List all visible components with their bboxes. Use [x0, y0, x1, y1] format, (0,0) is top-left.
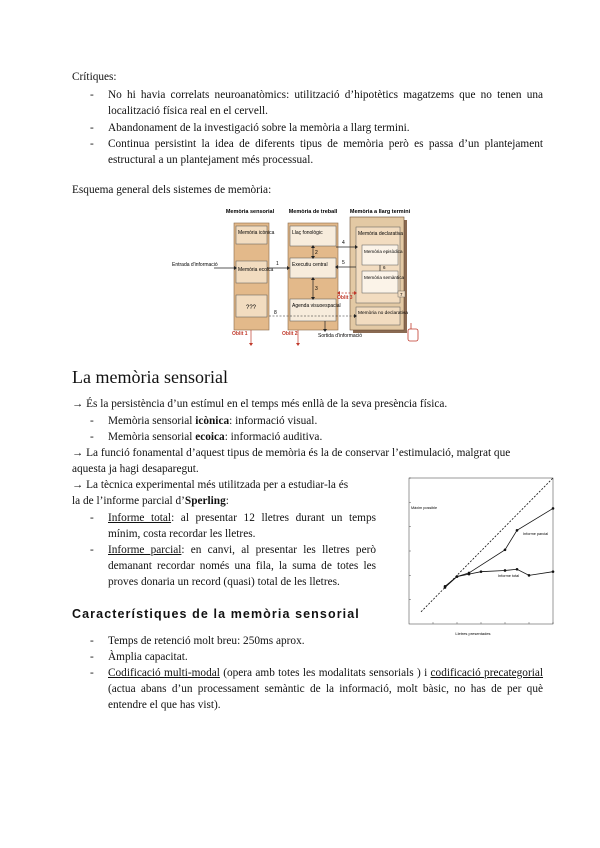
- series-line-0: [421, 478, 553, 612]
- oblit1-label: Oblit 1: [232, 331, 248, 337]
- box-ecoica-label: Memòria ecoica: [238, 267, 274, 273]
- num-5: 5: [342, 260, 345, 266]
- oblit2-label: Oblit 2: [282, 331, 298, 337]
- sperling-chart: [393, 472, 558, 637]
- box-iconica-label: Memòria icònica: [238, 230, 275, 236]
- col1-title: Memòria sensorial: [225, 209, 275, 215]
- data-point: [504, 548, 507, 551]
- data-point: [516, 568, 519, 571]
- critiques-title: Crítiques:: [72, 71, 117, 83]
- bullet-iconica: Memòria sensorial icònica: informació visual.: [108, 415, 318, 427]
- char-retencio: Temps de retenció molt breu: 250ms aprox.: [108, 635, 305, 647]
- sortida-label: Sortida d'informació: [318, 333, 363, 339]
- box-agenda-label: Agenda visuoespacial: [292, 303, 341, 309]
- num-8: 8: [274, 310, 277, 316]
- box-llac: [290, 226, 336, 246]
- section-title-caracteristiques: Característiques de la memòria sensorial: [72, 607, 360, 621]
- data-point: [552, 507, 555, 510]
- num-1: 1: [276, 261, 279, 267]
- data-point: [456, 575, 459, 578]
- bullet-dash: -: [90, 138, 94, 150]
- entrada-label: Entrada d'informació: [172, 262, 218, 268]
- box-llac-label: Llaç fonològic: [292, 230, 323, 236]
- bullet-dash: -: [90, 651, 94, 663]
- num-7: 7: [400, 292, 403, 297]
- data-point: [444, 585, 447, 588]
- box-semantica-label: Memòria semàntica: [364, 275, 405, 280]
- data-point: [528, 574, 531, 577]
- bullet-dash: -: [90, 89, 94, 101]
- box-nodeclarativa: [356, 307, 400, 325]
- box-unknown-label: ???: [245, 305, 257, 311]
- technique-line-2: la de l’informe parcial d’Sperling:: [72, 495, 229, 507]
- legend-parcial: Informe parcial: [523, 532, 549, 536]
- esquema-label: Esquema general dels sistemes de memòria:: [72, 184, 272, 196]
- legend-total: Informe total: [498, 574, 520, 578]
- num-6: 6: [383, 265, 386, 270]
- bullet-dash: -: [90, 635, 94, 647]
- function-line-1: → La funció fonamental d’aquest tipus de memòria és la de conservar l’estimulació, malgrat que: [72, 447, 511, 459]
- box-executiu-label: Executiu central: [292, 262, 328, 268]
- critique-item-1: No hi havia correlats neuroanatòmics: utilització d’hipotètics magatzems que no tenen una localització física real en el cervell.: [108, 89, 543, 117]
- bullet-dash: -: [90, 544, 94, 556]
- section-title-memoria-sensorial: La memòria sensorial: [72, 367, 228, 387]
- bullet-dash: -: [90, 415, 94, 427]
- data-point: [480, 570, 483, 573]
- data-point: [516, 529, 519, 532]
- bullet-dash: -: [90, 512, 94, 524]
- box-episodica-label: Memòria episòdica: [364, 249, 403, 254]
- box-declarativa-label: Memòria declarativa: [358, 231, 404, 237]
- num-3: 3: [315, 286, 318, 292]
- function-line-2: aquesta ja hagi desaparegut.: [72, 463, 199, 475]
- bullet-ecoica: Memòria sensorial ecoica: informació auditiva.: [108, 431, 323, 443]
- col2-title: Memòria de treball: [288, 209, 338, 215]
- bullet-dash: -: [90, 431, 94, 443]
- bullet-dash: -: [90, 667, 94, 679]
- bullet-informe-parcial: Informe parcial: en canvi, al presentar les lletres però demanant recordar només una fila, la suma de totes les proves donaria un record (quasi) total de les lletres.: [108, 544, 376, 588]
- box-nodeclarativa-label: Memòria no declarativa: [358, 311, 408, 316]
- data-point: [552, 570, 555, 573]
- box-executiu: [290, 258, 336, 278]
- definition-line: → És la persistència d’un estímul en el temps més enllà de la seva presència física.: [72, 398, 448, 410]
- technique-line-1: → La tècnica experimental més utilitzada per a estudiar-la és: [72, 479, 349, 491]
- data-point: [468, 573, 471, 576]
- char-capacitat: Àmplia capacitat.: [108, 651, 188, 663]
- box-episodica: [362, 245, 398, 265]
- num-2: 2: [315, 250, 318, 256]
- num-4: 4: [342, 240, 345, 246]
- hand-cursor-icon: [408, 323, 418, 341]
- data-point: [504, 569, 507, 572]
- oblit3-label: Oblit 3: [337, 295, 353, 301]
- critique-item-2: Abandonament de la investigació sobre la memòria a llarg termini.: [108, 122, 410, 134]
- chart-xlabel: Lletres presentades: [455, 631, 491, 636]
- bullet-informe-total: Informe total: al presentar 12 lletres durant un temps mínim, costa recordar les lletres.: [108, 512, 376, 540]
- bullet-dash: -: [90, 122, 94, 134]
- memory-systems-diagram: [170, 205, 432, 353]
- char-codificacio: Codificació multi-modal (opera amb totes les modalitats sensorials ) i codificació precategorial (actua abans d’un processament semàntic de la informació, molt bàsic, no has de per què entendre el que has vist).: [108, 667, 544, 711]
- critique-item-3: Continua persistint la idea de diferents tipus de memòria però es passa d’un plantejament estructural a un plantejament més processual.: [108, 138, 543, 166]
- col3-title: Memòria a llarg termini: [349, 209, 411, 215]
- legend-maxim: Màxim possible: [411, 506, 438, 510]
